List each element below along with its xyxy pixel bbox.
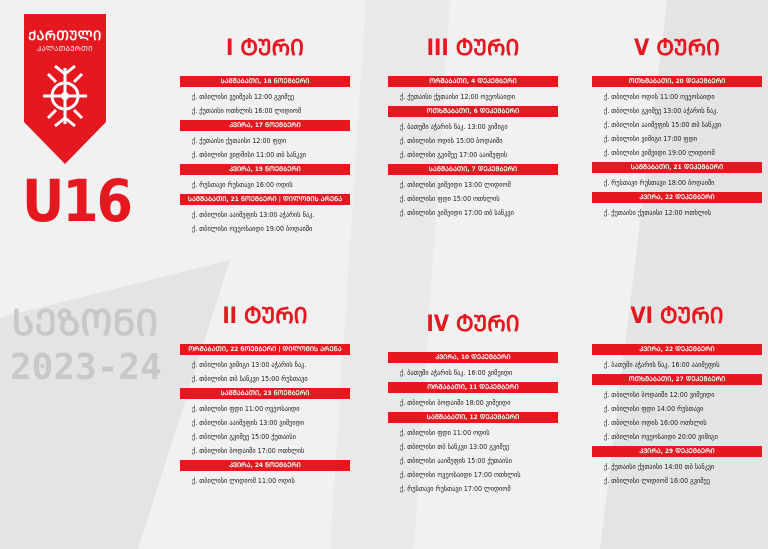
date-bar: ᲙᲕᲘᲠᲐ, 22 ᲓᲔᲙᲔᲛᲑᲔᲠᲘ [592, 192, 762, 203]
game-row: ქ. ქუთაისი ოთხლის 16:00 ლიდიომ [192, 107, 302, 115]
season-label [10, 302, 160, 390]
game-row: ქ. თბილისი ვიმეიდი 17:00 თბ სანკვი [400, 209, 514, 217]
ornament-emblem-icon [38, 64, 92, 128]
date-bar: ᲝᲗᲮᲨᲐᲑᲐᲗᲘ, 27 ᲓᲔᲙᲔᲛᲑᲔᲠᲘ [592, 374, 762, 385]
season-years: 2023-24 [10, 347, 162, 388]
category-label: U16 [22, 167, 131, 235]
game-row: ქ. თბილისი გვიმეე 15:00 ქუთაისი [192, 433, 296, 441]
date-bar: ᲝᲗᲮᲨᲐᲑᲐᲗᲘ, 6 ᲓᲔᲙᲔᲛᲑᲔᲠᲘ [388, 106, 558, 117]
game-row: ქ. თბილისი ააიმეფის 15:00 ქუთაისი [400, 457, 512, 465]
game-row: ქ. თბილისი ვეიმეას 12:00 გვიმეე [192, 93, 294, 101]
date-bar: ᲡᲐᲛᲨᲐᲑᲐᲗᲘ, 21 ᲓᲔᲙᲔᲛᲑᲔᲠᲘ [592, 162, 762, 173]
game-row: ქ. ბათუმი აჭარის ნაკ. 16:00 ააიმეფის [604, 361, 720, 369]
game-row: ქ. თბილისი თბ სანკვი 15:00 რუსთავი [192, 375, 308, 383]
date-bar: ᲝᲠᲨᲐᲑᲐᲗᲘ, 11 ᲓᲔᲙᲔᲛᲑᲔᲠᲘ [388, 382, 558, 393]
date-bar: ᲙᲕᲘᲠᲐ, 17 ᲜᲝᲔᲛᲑᲔᲠᲘ [180, 120, 350, 131]
date-bar: ᲙᲕᲘᲠᲐ, 10 ᲓᲔᲙᲔᲛᲑᲔᲠᲘ [388, 352, 558, 363]
game-row: ქ. თბილისი ვიმიგი 13:00 აჭარის ნაკ. [192, 361, 307, 369]
logo-subtitle: ᲙᲐᲚᲐᲗᲑᲣᲠᲗᲘ [37, 45, 93, 53]
date-bar: ᲙᲕᲘᲠᲐ, 24 ᲜᲝᲔᲛᲑᲔᲠᲘ [180, 460, 350, 471]
logo-title: ᲥᲐᲠᲗᲣᲚᲘ [28, 29, 102, 44]
date-bar: ᲡᲐᲛᲨᲐᲑᲐᲗᲘ, 12 ᲓᲔᲙᲔᲛᲑᲔᲠᲘ [388, 412, 558, 423]
game-row: ქ. თბილისი ვიმეიდი 19:00 ლიდიომ [604, 149, 715, 157]
game-row: ქ. ბათუმი აჭარის ნაკ. 13:00 ვიმიგი [400, 123, 508, 131]
game-row: ქ. თბილისი ფდი 14:00 რუსთავი [604, 405, 704, 413]
game-row: ქ. თბილისი ბოდაიში 18:00 ვიმეიდი [400, 399, 511, 407]
club-logo [24, 14, 106, 164]
game-row: ქ. რუსთავი რუსთავი 18:00 ბოდაიში [604, 179, 715, 187]
game-row: ქ. თბილისი ვიდმისი 11:00 თბ სანკვი [192, 151, 306, 159]
date-bar: ᲙᲕᲘᲠᲐ, 22 ᲓᲔᲙᲔᲛᲑᲔᲠᲘ [592, 344, 762, 355]
game-row: ქ. თბილისი ოვეოსაიდი 20:00 ვიმიგი [604, 433, 718, 441]
game-row: ქ. ქუთაისი ქუთაისი 14:00 თბ სანკვი [604, 463, 715, 471]
game-row: ქ. თბილისი ოდის 11:00 ოვეოსაიდი [604, 93, 715, 101]
round-column [592, 34, 762, 220]
game-row: ქ. თბილისი გვიმეე 17:00 ააიმეფის [400, 151, 508, 159]
round-column [180, 34, 350, 236]
game-row: ქ. ბათუმი აჭარის ნაკ. 16:00 ვიმეიდი [400, 369, 513, 377]
game-row: ქ. თბილისი ბოდაიში 12:00 ვიმეიდი [604, 391, 715, 399]
round-column [180, 302, 350, 488]
game-row: ქ. თბილისი ოვეოსაიდი 19:00 ბოდაიში [192, 225, 313, 233]
game-row: ქ. თბილისი ვიმიგი 17:00 ფდი [604, 135, 698, 143]
date-bar: ᲡᲐᲛᲨᲐᲑᲐᲗᲘ, 7 ᲓᲔᲙᲔᲛᲑᲔᲠᲘ [388, 164, 558, 175]
game-row: ქ. ქუთაისი ქუთაისი 12:00 ოთხლის [604, 209, 712, 217]
date-bar: ᲝᲗᲮᲨᲐᲑᲐᲗᲘ, 20 ᲓᲔᲙᲔᲛᲑᲔᲠᲘ [592, 76, 762, 87]
game-row: ქ. თბილისი თბ სანკვი 13:00 გვიმეე [400, 443, 510, 451]
game-row: ქ. თბილისი ვიმეიდი 13:00 ლიდიომ [400, 181, 511, 189]
game-row: ქ. თბილისი ლიდიომ 16:00 გვიმეე [604, 477, 710, 485]
game-row: ქ. თბილისი ააიმეფის 15:00 თბ სანკვი [604, 121, 722, 129]
round-column [388, 34, 558, 220]
round-title: II ᲢᲣᲠᲘ [222, 304, 308, 329]
season-word: ᲡᲔᲖᲝᲜᲘ [11, 303, 159, 344]
game-row: ქ. თბილისი ფდი 11:00 ოვეოსაიდი [192, 405, 300, 413]
game-row: ქ. თბილისი ააიმეფის 13:00 ვიმეიდი [192, 419, 305, 427]
round-title: V ᲢᲣᲠᲘ [634, 36, 720, 61]
round-title: IV ᲢᲣᲠᲘ [426, 312, 520, 337]
round-column [592, 302, 762, 488]
round-title: VI ᲢᲣᲠᲘ [630, 304, 724, 329]
date-bar: ᲡᲐᲛᲨᲐᲑᲐᲗᲘ, 16 ᲜᲝᲔᲛᲑᲔᲠᲘ [180, 76, 350, 87]
game-row: ქ. ქუთაისი ქუთაისი 12:00 ოვეოსაიდი [400, 93, 516, 101]
game-row: ქ. თბილისი ფდი 11:00 ოდის [400, 429, 490, 437]
date-bar: ᲙᲕᲘᲠᲐ, 19 ᲜᲝᲔᲛᲑᲔᲠᲘ [180, 164, 350, 175]
game-row: ქ. თბილისი ფდი 15:00 ოთხლის [400, 195, 500, 203]
game-row: ქ. თბილისი ოვეოსაიდი 17:00 ოთხლის [400, 471, 521, 479]
round-column [388, 310, 558, 496]
game-row: ქ. თბილისი გვიმეე 13:00 აჭარის ნაკ. [604, 107, 719, 115]
round-title: I ᲢᲣᲠᲘ [226, 36, 304, 61]
date-bar: ᲝᲠᲨᲐᲑᲐᲗᲘ, 22 ᲜᲝᲔᲛᲑᲔᲠᲘ | ᲓᲘᲚᲝᲛᲘᲡ ᲐᲠᲔᲜᲐ [180, 344, 350, 355]
game-row: ქ. თბილისი ოდის 15:00 ბოდაიში [400, 137, 503, 145]
game-row: ქ. რუსთავი რუსთავი 16:00 ოდის [192, 181, 293, 189]
game-row: ქ. რუსთავი რუსთავი 17:00 ლიდიომ [400, 485, 511, 493]
round-title: III ᲢᲣᲠᲘ [426, 36, 520, 61]
game-row: ქ. ქუთაისი ქუთაისი 12:00 ფდი [192, 137, 287, 145]
game-row: ქ. თბილისი ააიმეფის 13:00 აჭარის ნაკ. [192, 211, 315, 219]
game-row: ქ. თბილისი ბოდაიში 17:00 ოთხლის [192, 447, 305, 455]
date-bar: ᲡᲐᲛᲨᲐᲑᲐᲗᲘ, 23 ᲜᲝᲔᲛᲑᲔᲠᲘ [180, 388, 350, 399]
game-row: ქ. თბილისი ლიდიომ 11:00 ოდის [192, 477, 295, 485]
date-bar: ᲝᲠᲨᲐᲑᲐᲗᲘ, 4 ᲓᲔᲙᲔᲛᲑᲔᲠᲘ [388, 76, 558, 87]
date-bar: ᲙᲕᲘᲠᲐ, 29 ᲓᲔᲙᲔᲛᲑᲔᲠᲘ [592, 446, 762, 457]
date-bar: ᲡᲐᲛᲨᲐᲑᲐᲗᲘ, 21 ᲜᲝᲔᲛᲑᲔᲠᲘ | ᲓᲘᲚᲝᲛᲘᲡ ᲐᲠᲔᲜᲐ [180, 194, 350, 205]
game-row: ქ. თბილისი ოდის 16:00 ოთხლის [604, 419, 707, 427]
